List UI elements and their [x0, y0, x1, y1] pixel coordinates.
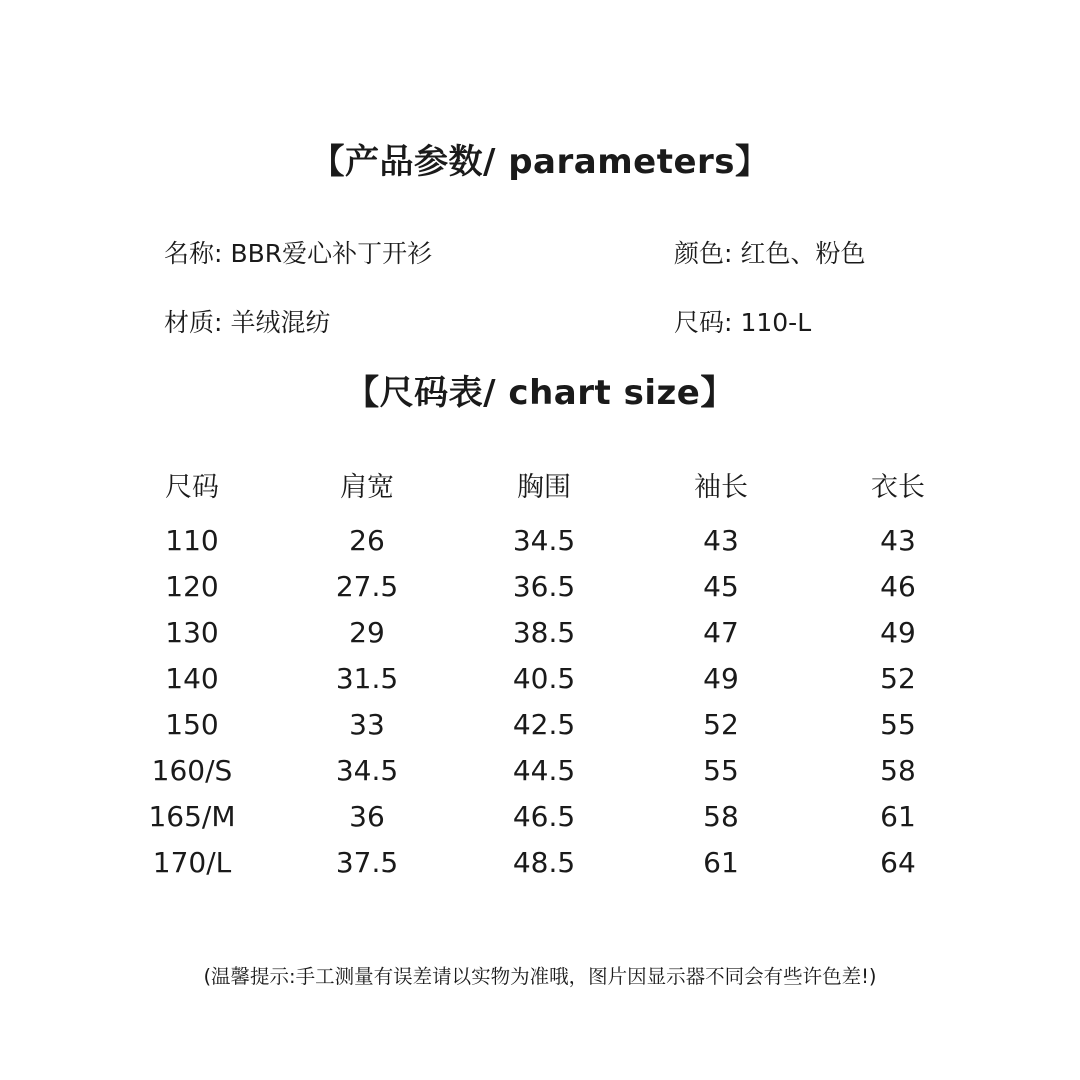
cell-shoulder: 33	[349, 708, 385, 741]
cell-size: 150	[165, 708, 219, 741]
cell-shoulder: 36	[349, 800, 385, 833]
param-material	[164, 307, 330, 339]
column-header-shoulder: 肩宽	[340, 472, 394, 503]
measurement-note: (温馨提示:手工测量有误差请以实物为准哦，图片因显示器不同会有些许色差!)	[203, 965, 877, 988]
cell-length: 46	[880, 570, 916, 603]
cell-length: 49	[880, 616, 916, 649]
cell-size: 165/M	[148, 800, 236, 833]
param-color-separator: :	[724, 239, 733, 268]
cell-length: 61	[880, 800, 916, 833]
param-color-value: 红色、粉色	[740, 239, 866, 268]
cell-chest: 36.5	[512, 570, 576, 603]
cell-shoulder: 26	[349, 524, 385, 557]
table-row	[0, 564, 1080, 610]
cell-sleeve: 61	[703, 846, 739, 879]
cell-sleeve: 58	[703, 800, 739, 833]
table-row	[0, 610, 1080, 656]
param-name-label: 名称	[164, 239, 215, 268]
cell-length: 55	[880, 708, 916, 741]
table-row	[0, 748, 1080, 794]
cell-shoulder: 29	[349, 616, 385, 649]
cell-length: 58	[880, 754, 916, 787]
cell-length: 64	[880, 846, 916, 879]
cell-shoulder: 37.5	[335, 846, 399, 879]
param-size	[674, 307, 811, 339]
param-color-label: 颜色	[674, 239, 725, 268]
table-row	[0, 656, 1080, 702]
cell-size: 170/L	[152, 846, 232, 879]
param-material-label: 材质	[164, 308, 215, 337]
cell-size: 110	[165, 524, 219, 557]
cell-shoulder: 34.5	[335, 754, 399, 787]
cell-size: 120	[165, 570, 219, 603]
cell-size: 140	[165, 662, 219, 695]
cell-chest: 38.5	[512, 616, 576, 649]
cell-sleeve: 55	[703, 754, 739, 787]
table-row	[0, 702, 1080, 748]
cell-chest: 48.5	[512, 846, 576, 879]
param-material-value: 羊绒混纺	[230, 308, 331, 337]
param-name-separator: :	[214, 239, 223, 268]
column-header-size: 尺码	[165, 472, 219, 503]
param-name-value: BBR爱心补丁开衫	[230, 239, 433, 268]
param-name	[164, 238, 432, 270]
cell-length: 43	[880, 524, 916, 557]
cell-chest: 44.5	[512, 754, 576, 787]
table-row	[0, 794, 1080, 840]
param-color	[674, 238, 865, 270]
cell-size: 130	[165, 616, 219, 649]
cell-sleeve: 49	[703, 662, 739, 695]
param-size-label: 尺码	[674, 308, 725, 337]
param-material-separator: :	[214, 308, 223, 337]
cell-sleeve: 52	[703, 708, 739, 741]
cell-length: 52	[880, 662, 916, 695]
cell-sleeve: 43	[703, 524, 739, 557]
param-size-value: 110-L	[740, 308, 812, 337]
cell-sleeve: 45	[703, 570, 739, 603]
size-chart-heading: 【尺码表/ chart size】	[345, 373, 735, 413]
cell-sleeve: 47	[703, 616, 739, 649]
size-chart-header-row	[0, 465, 1080, 511]
column-header-sleeve: 袖长	[694, 472, 748, 503]
parameters-heading: 【产品参数/ parameters】	[310, 142, 770, 182]
cell-shoulder: 31.5	[335, 662, 399, 695]
column-header-chest: 胸围	[517, 472, 571, 503]
column-header-length: 衣长	[871, 472, 925, 503]
cell-size: 160/S	[151, 754, 233, 787]
cell-chest: 34.5	[512, 524, 576, 557]
param-size-separator: :	[724, 308, 733, 337]
cell-chest: 46.5	[512, 800, 576, 833]
cell-shoulder: 27.5	[335, 570, 399, 603]
table-row	[0, 518, 1080, 564]
table-row	[0, 840, 1080, 886]
cell-chest: 42.5	[512, 708, 576, 741]
cell-chest: 40.5	[512, 662, 576, 695]
